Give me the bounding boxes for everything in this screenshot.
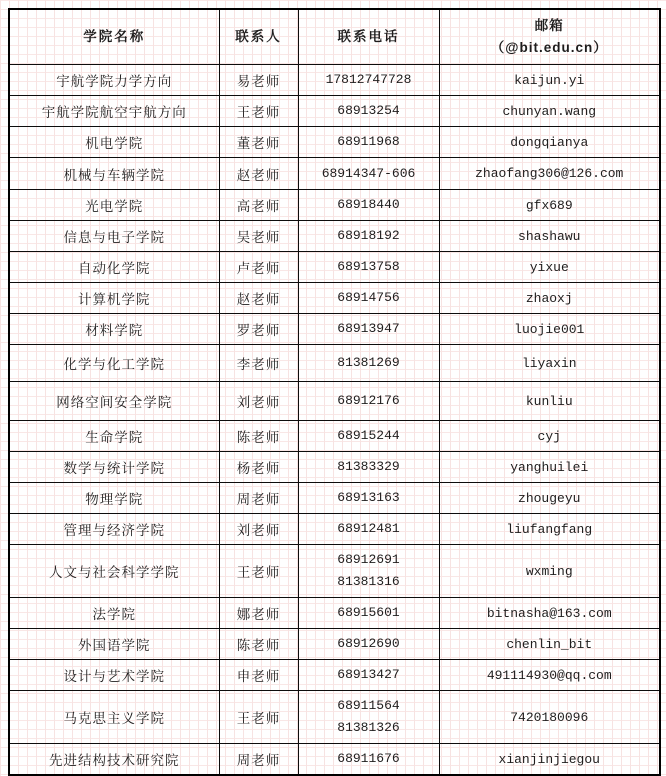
table-row: [9, 452, 660, 483]
contact-person-cell: 娜老师: [219, 598, 298, 629]
contact-phone-cell: [298, 483, 439, 514]
phone-number: 68918192: [337, 228, 400, 243]
phone-number: 68912481: [337, 521, 400, 536]
college-name-cell: 计算机学院: [9, 283, 219, 314]
contact-phone-cell: [298, 158, 439, 190]
table-row: [9, 421, 660, 452]
contact-person-cell: 刘老师: [219, 514, 298, 545]
contact-person-cell: 周老师: [219, 483, 298, 514]
contact-phone-cell: [298, 545, 439, 598]
contact-phone-cell: [298, 283, 439, 314]
phone-number: 68913427: [337, 667, 400, 682]
college-name-cell: 外国语学院: [9, 629, 219, 660]
contact-phone-cell: [298, 65, 439, 96]
table-row: [9, 96, 660, 127]
email-cell: zhaoxj: [439, 283, 660, 314]
email-cell: kunliu: [439, 382, 660, 421]
contact-phone-cell: [298, 221, 439, 252]
table-row: [9, 314, 660, 345]
table-row: [9, 629, 660, 660]
college-name-cell: 物理学院: [9, 483, 219, 514]
email-cell: wxming: [439, 545, 660, 598]
table-row: [9, 598, 660, 629]
contact-person-cell: 李老师: [219, 345, 298, 382]
phone-number: 68914347-606: [321, 165, 416, 181]
college-name-cell: 设计与艺术学院: [9, 660, 219, 691]
college-name-cell: 管理与经济学院: [9, 514, 219, 545]
phone-number: 68913947: [337, 321, 400, 336]
contact-person-cell: 易老师: [219, 65, 298, 96]
college-name-cell: 信息与电子学院: [9, 221, 219, 252]
email-cell: kaijun.yi: [439, 65, 660, 96]
email-cell: 7420180096: [439, 691, 660, 744]
phone-number: 68915601: [337, 605, 400, 620]
email-cell: shashawu: [439, 221, 660, 252]
table-row: [9, 65, 660, 96]
contact-phone-cell: [298, 629, 439, 660]
contact-phone-cell: [298, 452, 439, 483]
contact-person-cell: 王老师: [219, 691, 298, 744]
phone-number: 68914756: [337, 290, 400, 305]
table-row: [9, 221, 660, 252]
contact-person-cell: 刘老师: [219, 382, 298, 421]
email-cell: zhaofang306@126.com: [439, 158, 660, 190]
contact-phone-cell: [298, 127, 439, 158]
contact-phone-cell: [298, 691, 439, 744]
table-row: [9, 382, 660, 421]
table-row: [9, 190, 660, 221]
college-name-cell: 马克思主义学院: [9, 691, 219, 744]
contact-phone-cell: [298, 514, 439, 545]
college-name-cell: 生命学院: [9, 421, 219, 452]
contact-phone-cell: [298, 598, 439, 629]
phone-number: 68912690: [337, 636, 400, 651]
col-header-email: [439, 9, 660, 65]
contact-person-cell: 董老师: [219, 127, 298, 158]
email-header-domain: （@bit.edu.cn）: [490, 40, 608, 55]
table-row: [9, 660, 660, 691]
table-row: [9, 691, 660, 744]
table-row: [9, 127, 660, 158]
email-cell: chenlin_bit: [439, 629, 660, 660]
table-row: [9, 483, 660, 514]
phone-number: 68911676: [337, 751, 400, 766]
contact-phone-cell: [298, 660, 439, 691]
college-contact-table: [8, 8, 661, 776]
contact-person-cell: 陈老师: [219, 421, 298, 452]
table-body: [9, 65, 660, 776]
email-cell: 491114930@qq.com: [439, 660, 660, 691]
phone-number: 68911564: [337, 698, 400, 713]
contact-phone-cell: [298, 345, 439, 382]
col-header-college-name: 学院名称: [9, 9, 219, 65]
phone-number: 81381269: [337, 355, 400, 370]
college-name-cell: 宇航学院力学方向: [9, 65, 219, 96]
email-cell: xianjinjiegou: [439, 744, 660, 776]
email-cell: luojie001: [439, 314, 660, 345]
college-name-cell: 机械与车辆学院: [9, 158, 219, 190]
table-row: [9, 545, 660, 598]
email-cell: yixue: [439, 252, 660, 283]
contact-person-cell: 赵老师: [219, 158, 298, 190]
contact-person-cell: 陈老师: [219, 629, 298, 660]
phone-number: 81381326: [337, 720, 400, 735]
col-header-contact-phone: 联系电话: [298, 9, 439, 65]
email-header-title: 邮箱: [534, 18, 564, 34]
college-name-cell: 法学院: [9, 598, 219, 629]
contact-phone-cell: [298, 96, 439, 127]
contact-person-cell: 杨老师: [219, 452, 298, 483]
email-cell: chunyan.wang: [439, 96, 660, 127]
contact-person-cell: 卢老师: [219, 252, 298, 283]
table-header: [9, 9, 660, 65]
phone-number: 68913163: [337, 490, 400, 505]
contact-phone-cell: [298, 382, 439, 421]
contact-phone-cell: [298, 314, 439, 345]
phone-number: 68915244: [337, 428, 400, 443]
phone-number: 68913758: [337, 259, 400, 274]
college-name-cell: 数学与统计学院: [9, 452, 219, 483]
email-cell: liufangfang: [439, 514, 660, 545]
table-row: [9, 514, 660, 545]
contact-phone-cell: [298, 190, 439, 221]
contact-person-cell: 赵老师: [219, 283, 298, 314]
email-cell: cyj: [439, 421, 660, 452]
email-cell: zhougeyu: [439, 483, 660, 514]
college-name-cell: 机电学院: [9, 127, 219, 158]
phone-number: 81381316: [337, 574, 400, 589]
email-cell: dongqianya: [439, 127, 660, 158]
table-row: [9, 252, 660, 283]
contact-phone-cell: [298, 252, 439, 283]
contact-person-cell: 高老师: [219, 190, 298, 221]
phone-number: 68912691: [337, 552, 400, 567]
email-cell: yanghuilei: [439, 452, 660, 483]
phone-number: 17812747728: [325, 72, 412, 87]
phone-number: 68911968: [337, 134, 400, 149]
phone-number: 81383329: [337, 459, 400, 474]
email-cell: gfx689: [439, 190, 660, 221]
college-name-cell: 光电学院: [9, 190, 219, 221]
contact-person-cell: 周老师: [219, 744, 298, 776]
college-name-cell: 宇航学院航空宇航方向: [9, 96, 219, 127]
header-row: [9, 9, 660, 65]
table-row: [9, 283, 660, 314]
contact-person-cell: 王老师: [219, 545, 298, 598]
college-name-cell: 网络空间安全学院: [9, 382, 219, 421]
email-cell: liyaxin: [439, 345, 660, 382]
col-header-contact-person: 联系人: [219, 9, 298, 65]
table-row: [9, 158, 660, 190]
table-row: [9, 744, 660, 776]
college-name-cell: 化学与化工学院: [9, 345, 219, 382]
contact-phone-cell: [298, 421, 439, 452]
college-name-cell: 人文与社会科学学院: [9, 545, 219, 598]
college-name-cell: 自动化学院: [9, 252, 219, 283]
contact-person-cell: 王老师: [219, 96, 298, 127]
table-row: [9, 345, 660, 382]
contact-person-cell: 罗老师: [219, 314, 298, 345]
phone-number: 68918440: [337, 197, 400, 212]
college-name-cell: 材料学院: [9, 314, 219, 345]
phone-number: 68913254: [337, 103, 400, 118]
email-cell: bitnasha@163.com: [439, 598, 660, 629]
contact-person-cell: 申老师: [219, 660, 298, 691]
contact-person-cell: 吴老师: [219, 221, 298, 252]
college-name-cell: 先进结构技术研究院: [9, 744, 219, 776]
contact-phone-cell: [298, 744, 439, 776]
phone-number: 68912176: [337, 393, 400, 408]
